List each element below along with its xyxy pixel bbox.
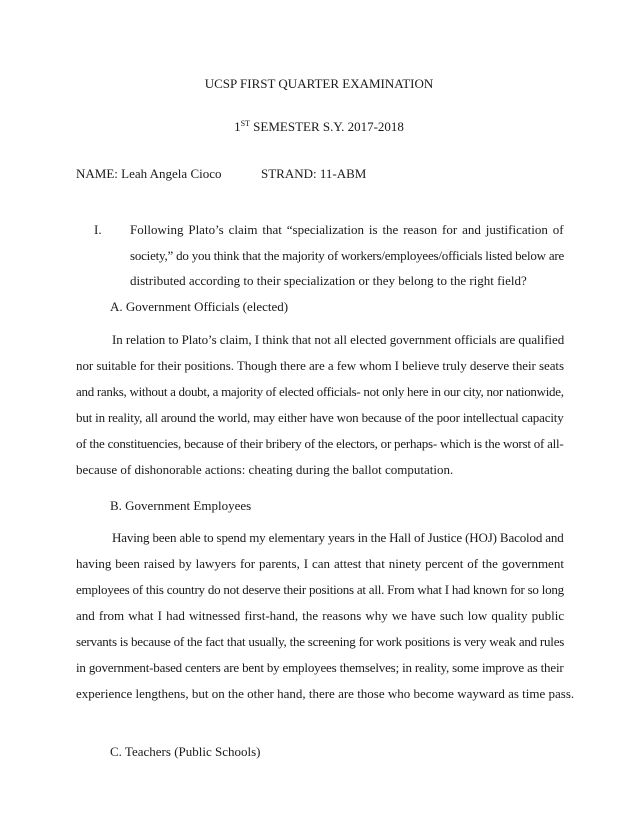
paragraph-line: nor suitable for their positions. Though there are a few whom I believe truly deserve their seats [76,358,564,373]
semester-ordinal: ST [240,119,250,128]
paragraph-line: but in reality, all around the world, may either have won because of the poor intellectual capacity [76,410,564,425]
question-number: I. [94,222,102,237]
paragraph-line: employees of this country do not deserve their positions at all. From what I had known for so long [76,582,564,597]
paragraph-line: Having been able to spend my elementary years in the Hall of Justice (HOJ) Bacolod and [112,530,564,545]
paragraph-line: of the constituencies, because of their bribery of the electors, or perhaps- which is the worst of all- [76,436,564,451]
paragraph-line: and from what I had witnessed first-hand, the reasons why we have such low quality public [76,608,565,623]
semester-line [0,119,638,135]
exam-title: UCSP FIRST QUARTER EXAMINATION [204,76,434,91]
question-line: distributed according to their specialization or they belong to the right field? [130,273,527,288]
student-info [76,166,367,182]
paragraph-line: In relation to Plato’s claim, I think that not all elected government officials are qualified [112,332,565,347]
paragraph-line: servants is because of the fact that usually, the screening for work positions is very weak and rules [76,634,565,649]
section-heading: B. Government Employees [110,498,252,513]
section-heading: A. Government Officials (elected) [110,299,289,314]
student-strand: STRAND: 11-ABM [261,166,367,181]
paragraph-line: having been raised by lawyers for parents, I can attest that ninety percent of the government [76,556,564,571]
question-line: Following Plato’s claim that “specialization is the reason for and justification of [130,222,564,237]
semester-number: 1 [234,119,241,134]
student-name: NAME: Leah Angela Cioco [76,166,222,181]
section-heading: C. Teachers (Public Schools) [110,744,261,759]
paragraph-line: experience lengthens, but on the other hand, there are those who become wayward as time pass. [76,686,575,701]
paragraph-line: because of dishonorable actions: cheating during the ballot computation. [76,462,454,477]
question-line: society,” do you think that the majority of workers/employees/officials listed below are [130,248,565,263]
paragraph-line: and ranks, without a doubt, a majority of elected officials- not only here in our city, nor nationwide, [76,384,564,399]
paragraph-line: in government-based centers are bent by employees themselves; in reality, some improve as their [76,660,564,675]
semester-text: SEMESTER S.Y. 2017-2018 [249,119,404,134]
